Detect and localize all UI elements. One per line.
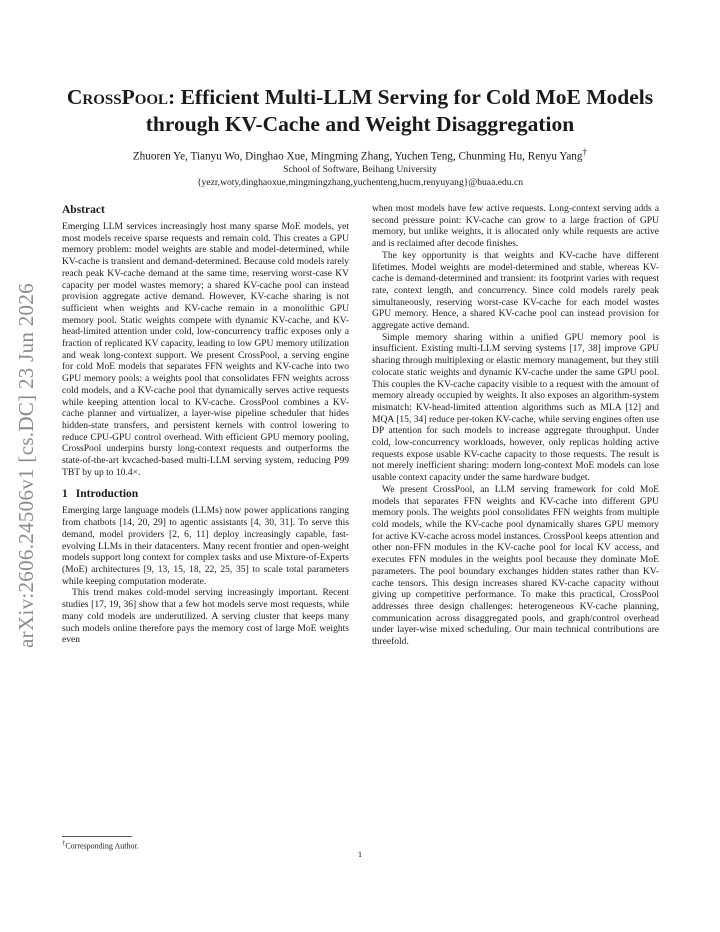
intro-paragraph-3: when most models have few active requests. Long-context serving adds a second pressure point: KV-cache can grow to a large fraction of GPU memory, but unlike weights, it is allocated only while requests are active and is reclaimed after decode finishes. xyxy=(372,203,659,250)
title-text: : Efficient Multi-LLM Serving for Cold MoE Models through KV-Cache and Weight Disaggregation xyxy=(145,85,654,136)
footnote-mark: † xyxy=(62,840,66,847)
section-number: 1 xyxy=(62,488,68,501)
footnote-divider xyxy=(62,836,132,837)
affiliation: School of Software, Beihang University xyxy=(283,164,437,176)
authors-text: Zhuoren Ye, Tianyu Wo, Dinghao Xue, Mingming Zhang, Yuchen Teng, Chunming Hu, Renyu Yang xyxy=(132,150,583,163)
intro-paragraph-5: Simple memory sharing within a unified GPU memory pool is insufficient. Existing multi-LLM serving systems [17, 38] improve GPU sharing through multiplexing or elastic memory management, but they still colocate static weights and dynamic KV-cache under the same GPU pool. This couples the KV-cache capacity visible to a request with the amount of memory already occupied by weights. It also exposes an algorithm-system mismatch: KV-head-limited attention algorithms such as MLA [12] and MQA [15, 34] reduce per-token KV-cache, while serving engines often use DP attention for such models to increase aggregate throughput. Under cold, low-concurrency workloads, however, only replicas holding active requests expose usable KV-cache capacity to those requests. The result is not merely inefficient sharing: modern long-context MoE models can lose usable context capacity under the same hardware budget. xyxy=(372,331,659,484)
arxiv-sidebar xyxy=(6,255,46,675)
left-column xyxy=(62,203,349,646)
author-list xyxy=(60,147,660,164)
abstract-paragraph: Emerging LLM services increasingly host many sparse MoE models, yet most models receive sparse requests and remain cold. This creates a GPU memory problem: model weights are stable and model-determined, while KV-cache is transient and demand-determined. Because cold models rarely reach peak KV-cache demand at the same time, reserving worst-case KV capacity per model wastes memory; a shared KV-cache pool can instead provision aggregate active demand. However, KV-cache sharing is not sufficient when weights and KV-cache remain in a monolithic GPU memory pool. Static weights compete with dynamic KV-cache, and KV-head-limited attention under cold, low-concurrency traffic exposes only a fraction of replicated KV capacity, leading to low GPU memory utilization and weak long-context support. We present CrossPool, a serving engine for cold MoE models that separates FFN weights and KV-cache into two GPU memory pools: a weights pool that consolidates FFN weights across cold models, and a KV-cache pool that dynamically serves active requests while keeping attention local to KV-cache. CrossPool combines a KV-cache planner and virtualizer, a layer-wise pipeline scheduler that hides hidden-state transfers, and persistent kernels with control lowering to reduce CPU-GPU control overhead. With efficient GPU memory pooling, CrossPool underpins bursty long-context requests and outperforms the state-of-the-art kvcached-based multi-LLM serving system, reducing P99 TBT by up to 10.4×. xyxy=(62,221,349,478)
intro-paragraph-1: Emerging large language models (LLMs) now power applications ranging from chatbots [14, 20, 29] to agentic assistants [4, 30, 31]. To serve this demand, model providers [2, 6, 11] deploy increasingly capable, fast-evolving LLMs in their datacenters. Many recent frontier and open-weight models support long context for complex tasks and use Mixture-of-Experts (MoE) architectures [9, 13, 15, 18, 22, 25, 35] to scale total parameters while keeping computation moderate. xyxy=(62,505,349,587)
paper-header xyxy=(60,84,660,189)
system-name: CrossPool xyxy=(66,85,169,109)
paper-title xyxy=(60,84,660,138)
right-column xyxy=(372,203,659,648)
author-emails: {yezr,woty,dinghaoxue,mingmingzhang,yuchenteng,hucm,renyuyang}@buaa.edu.cn xyxy=(196,176,524,188)
corresponding-mark: † xyxy=(582,148,588,158)
footnote-text: Corresponding Author. xyxy=(65,841,139,851)
intro-paragraph-4: The key opportunity is that weights and KV-cache have different lifetimes. Model weights are model-determined and stable, whereas KV-cache is demand-determined and transient: its footprint varies with request rate, context length, and concurrency. Since cold models rarely peak simultaneously, reserving worst-case KV-cache for each model wastes GPU memory. Hence, a shared KV-cache pool can instead provision for aggregate active demand. xyxy=(372,249,659,332)
abstract-heading: Abstract xyxy=(62,204,105,216)
intro-paragraph-6: We present CrossPool, an LLM serving framework for cold MoE models that separates FFN weights and KV-cache into different GPU memory pools. The weights pool consolidates FFN weights from multiple cold models, while the KV-cache pool dynamically shares GPU memory for active KV-cache across model instances. CrossPool keeps attention and other non-FFN modules in the KV-cache pool for local KV access, and executes FFN modules in the weights pool because they dominate MoE parameters. The pool boundary exchanges hidden states rather than KV-cache tensors. This design increases shared KV-cache capacity without giving up competitive performance. To make this practical, CrossPool addresses three design challenges: heterogeneous KV-cache planning, communication across disaggregated pools, and graph/control overhead under layer-wise mixed scheduling. Our main technical contributions are threefold. xyxy=(372,483,659,648)
intro-heading xyxy=(62,487,349,502)
page-number: 1 xyxy=(357,849,363,859)
arxiv-identifier: arXiv:2606.24506v1 [cs.DC] 23 Jun 2026 xyxy=(13,282,38,648)
intro-paragraph-2: This trend makes cold-model serving increasingly important. Recent studies [17, 19, 36] show that a few hot models serve most requests, while many cold models are underutilized. A serving cluster that keeps many such models online therefore pays the memory cost of large MoE weights even xyxy=(62,587,349,646)
section-title: Introduction xyxy=(75,488,139,501)
